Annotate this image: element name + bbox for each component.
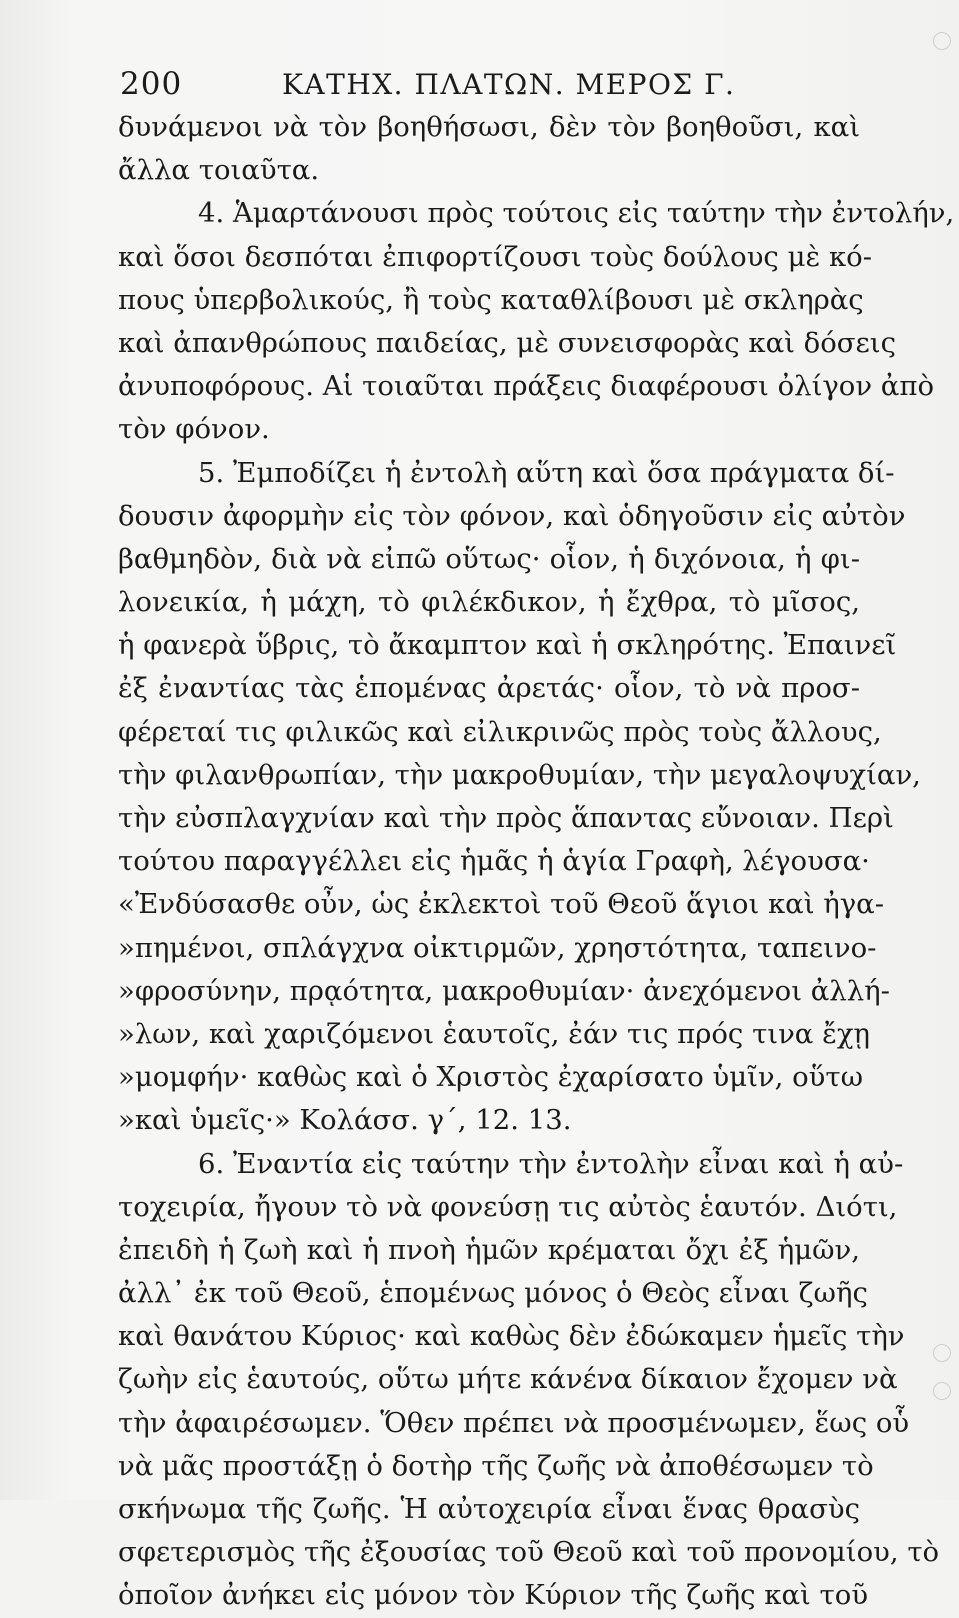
text-line: ἀλλ᾽ ἐκ τοῦ Θεοῦ, ἑπομένως μόνος ὁ Θεὸς εἶναι ζωῆς [118,1277,868,1310]
text-line: τὴν εὐσπλαγχνίαν καὶ τὴν πρὸς ἅπαντας εὔνοιαν. Περὶ [118,802,894,834]
paragraph-start-line: 5. Ἐμποδίζει ἡ ἐντολὴ αὕτη καὶ ὅσα πράγματα δί- [198,456,895,489]
quotation-line: »πημένοι, σπλάγχνα οἰκτιρμῶν, χρηστότητα, ταπεινο- [118,931,877,964]
text-line: καὶ θανάτου Κύριος· καὶ καθὼς δὲν ἐδώκαμεν ἡμεῖς τὴν [118,1320,905,1353]
paragraph-start-line: 4. Ἁμαρτάνουσι πρὸς τούτοις εἰς ταύτην τὴν ἐντολήν, [198,197,955,230]
text-line: καὶ ὅσοι δεσπόται ἐπιφορτίζουσι τοὺς δούλους μὲ κό- [118,240,872,273]
margin-ring-mark [933,1344,951,1362]
text-line: ἐξ ἐναντίας τὰς ἑπομένας ἀρετάς· οἷον, τὸ νὰ προσ- [118,672,860,705]
text-line: τούτου παραγγέλλει εἰς ἡμᾶς ἡ ἁγία Γραφὴ, λέγουσα· [118,845,870,878]
text-line: καὶ ἀπανθρώπους παιδείας, μὲ συνεισφορὰς καὶ δόσεις [118,326,896,359]
text-line: τοχειρία, ἤγουν τὸ νὰ φονεύσῃ τις αὐτὸς ἑαυτόν. Διότι, [118,1190,898,1223]
text-line: ἐπειδὴ ἡ ζωὴ καὶ ἡ πνοὴ ἡμῶν κρέμαται ὄχι ἐξ ἡμῶν, [118,1233,860,1266]
quotation-line: »μομφήν· καθὼς καὶ ὁ Χριστὸς ἐχαρίσατο ὑμῖν, οὕτω [118,1061,864,1094]
text-line: νὰ μᾶς προστάξῃ ὁ δοτὴρ τῆς ζωῆς νὰ ἀποθέσωμεν τὸ [118,1449,874,1482]
text-line: δυνάμενοι νὰ τὸν βοηθήσωσι, δὲν τὸν βοηθοῦσι, καὶ [118,111,860,143]
quotation-line: »φροσύνην, πρᾳότητα, μακροθυμίαν· ἀνεχόμενοι ἀλλή- [118,974,890,1007]
text-line: ζωὴν εἰς ἑαυτούς, οὕτω μήτε κάνένα δίκαιον ἔχομεν νὰ [118,1363,898,1396]
text-line: ὁποῖον ἀνήκει εἰς μόνον τὸν Κύριον τῆς ζωῆς καὶ τοῦ [118,1579,869,1612]
quotation-line: «Ἐνδύσασθε οὖν, ὡς ἐκλεκτοὶ τοῦ Θεοῦ ἅγιοι καὶ ἠγα- [118,888,885,921]
text-line: ἀνυποφόρους. Αἱ τοιαῦται πράξεις διαφέρουσι ὀλίγον ἀπὸ [118,370,935,403]
text-line: λονεικία, ἡ μάχη, τὸ φιλέκδικον, ἡ ἔχθρα, τὸ μῖσος, [118,586,860,619]
text-line: βαθμηδὸν, διὰ νὰ εἰπῶ οὕτως· οἷον, ἡ διχόνοια, ἡ φι- [118,542,860,575]
text-line: τὴν ἀφαιρέσωμεν. Ὅθεν πρέπει νὰ προσμένωμεν, ἕως οὗ [118,1406,910,1439]
text-line: ἡ φανερὰ ὕβρις, τὸ ἄκαμπτον καὶ ἡ σκληρότης. Ἐπαινεῖ [118,629,897,662]
body-text [118,106,955,1618]
paragraph-start-line: 6. Ἐναντία εἰς ταύτην τὴν ἐντολὴν εἶναι καὶ ἡ αὐ- [198,1147,904,1180]
margin-ring-mark [933,32,951,50]
quotation-line: »λων, καὶ χαριζόμενοι ἑαυτοῖς, ἐάν τις πρός τινα ἔχῃ [118,1017,870,1050]
text-line: σκήνωμα τῆς ζωῆς. Ἡ αὐτοχειρία εἶναι ἕνας θρασὺς [118,1493,860,1525]
text-line: ἄλλα τοιαῦτα. [118,154,320,187]
text-line: τὴν φιλανθρωπίαν, τὴν μακροθυμίαν, τὴν μεγαλοψυχίαν, [118,758,921,791]
text-line: δουσιν ἀφορμὴν εἰς τὸν φόνον, καὶ ὁδηγοῦσιν εἰς αὐτὸν [118,499,906,532]
running-head: ΚΑΤΗΧ. ΠΛΑΤΩΝ. ΜΕΡΟΣ Γ. [282,68,736,101]
page-number: 200 [120,66,183,102]
text-line: φέρεταί τις φιλικῶς καὶ εἰλικρινῶς πρὸς τοὺς ἄλλους, [118,715,882,748]
margin-ring-mark [933,1382,951,1400]
text-line: τὸν φόνον. [118,413,270,446]
text-line: πους ὑπερβολικούς, ἢ τοὺς καταθλίβουσι μὲ σκληρὰς [118,283,864,316]
quotation-line: »καὶ ὑμεῖς·» Κολάσσ. γ΄, 12. 13. [118,1104,572,1137]
text-line: σφετερισμὸς τῆς ἐξουσίας τοῦ Θεοῦ καὶ τοῦ προνομίου, τὸ [118,1536,940,1569]
